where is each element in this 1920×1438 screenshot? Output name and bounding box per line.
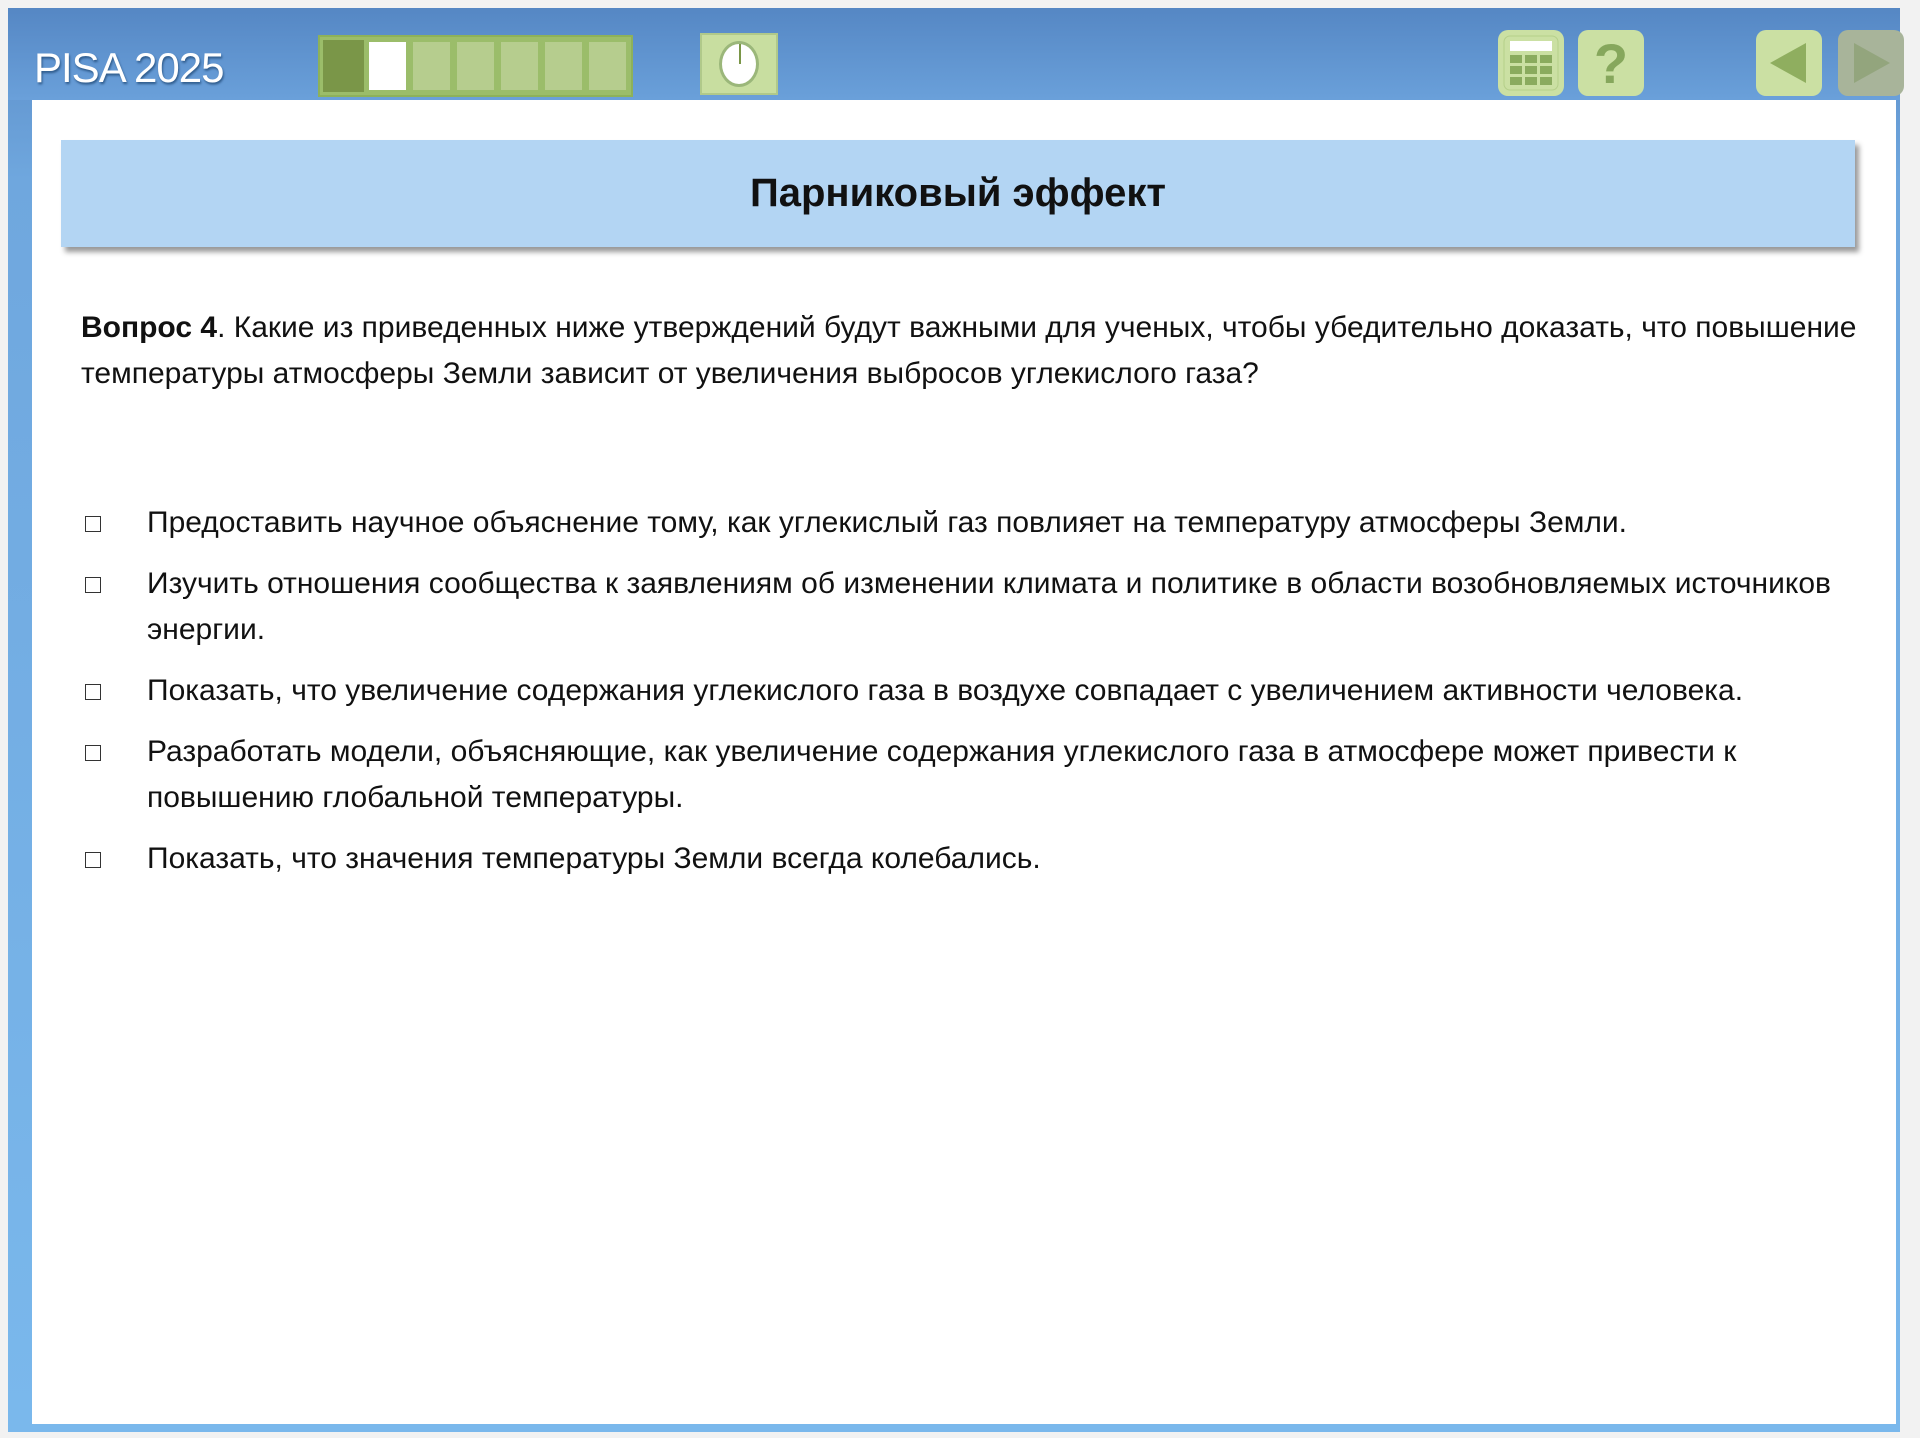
help-button[interactable] (1578, 30, 1644, 96)
pisa-logo: PISA 2025 (34, 44, 224, 91)
calculator-button[interactable] (1498, 30, 1564, 96)
option-4[interactable] (81, 729, 1871, 821)
unit-title-bar (61, 140, 1855, 247)
top-toolbar (8, 8, 1900, 100)
progress-segment-3 (411, 40, 452, 92)
checkbox[interactable] (85, 516, 101, 532)
content-area (32, 100, 1896, 1424)
calculator-icon (1502, 34, 1560, 92)
progress-segment-2 (367, 40, 408, 92)
progress-segment-5 (499, 40, 540, 92)
progress-segment-1 (323, 40, 364, 92)
option-label: Предоставить научное объяснение тому, как углекислый газ повлияет на температуру атмосферы Земли. (147, 506, 1627, 539)
progress-segment-7 (587, 40, 628, 92)
option-label: Показать, что увеличение содержания углекислого газа в воздухе совпадает с увеличением активности человека. (147, 674, 1744, 707)
checkbox[interactable] (85, 852, 101, 868)
option-label: Изучить отношения сообщества к заявлениям об изменении климата и политике в области возобновляемых источников энергии. (147, 567, 1831, 646)
option-label: Разработать модели, объясняющие, как увеличение содержания углекислого газа в атмосфере может привести к повышению глобальной температуры. (147, 735, 1737, 814)
timer-button[interactable] (700, 33, 778, 95)
progress-segment-6 (543, 40, 584, 92)
checkbox[interactable] (85, 684, 101, 700)
question-text: . Какие из приведенных ниже утверждений будут важными для ученых, чтобы убедительно доказать, что повышение температуры атмосферы Земли зависит от увеличения выбросов углекислого газа? (81, 311, 1857, 390)
option-5[interactable] (81, 836, 1871, 882)
question-label: Вопрос 4 (81, 311, 218, 344)
options-list (81, 500, 1871, 897)
progress-bar (318, 35, 633, 97)
back-arrow-icon (1764, 38, 1814, 88)
app-frame (8, 8, 1900, 1432)
option-2[interactable] (81, 561, 1871, 653)
option-1[interactable] (81, 500, 1871, 546)
checkbox[interactable] (85, 745, 101, 761)
question (81, 305, 1871, 397)
checkbox[interactable] (85, 577, 101, 593)
timer-icon (719, 41, 759, 87)
option-label: Показать, что значения температуры Земли всегда колебались. (147, 842, 1041, 875)
option-3[interactable] (81, 668, 1871, 714)
next-arrow-icon (1846, 38, 1896, 88)
help-icon: ? (1593, 31, 1629, 95)
unit-title: Парниковый эффект (750, 171, 1166, 215)
back-button[interactable] (1756, 30, 1822, 96)
progress-segment-4 (455, 40, 496, 92)
next-button[interactable] (1838, 30, 1904, 96)
